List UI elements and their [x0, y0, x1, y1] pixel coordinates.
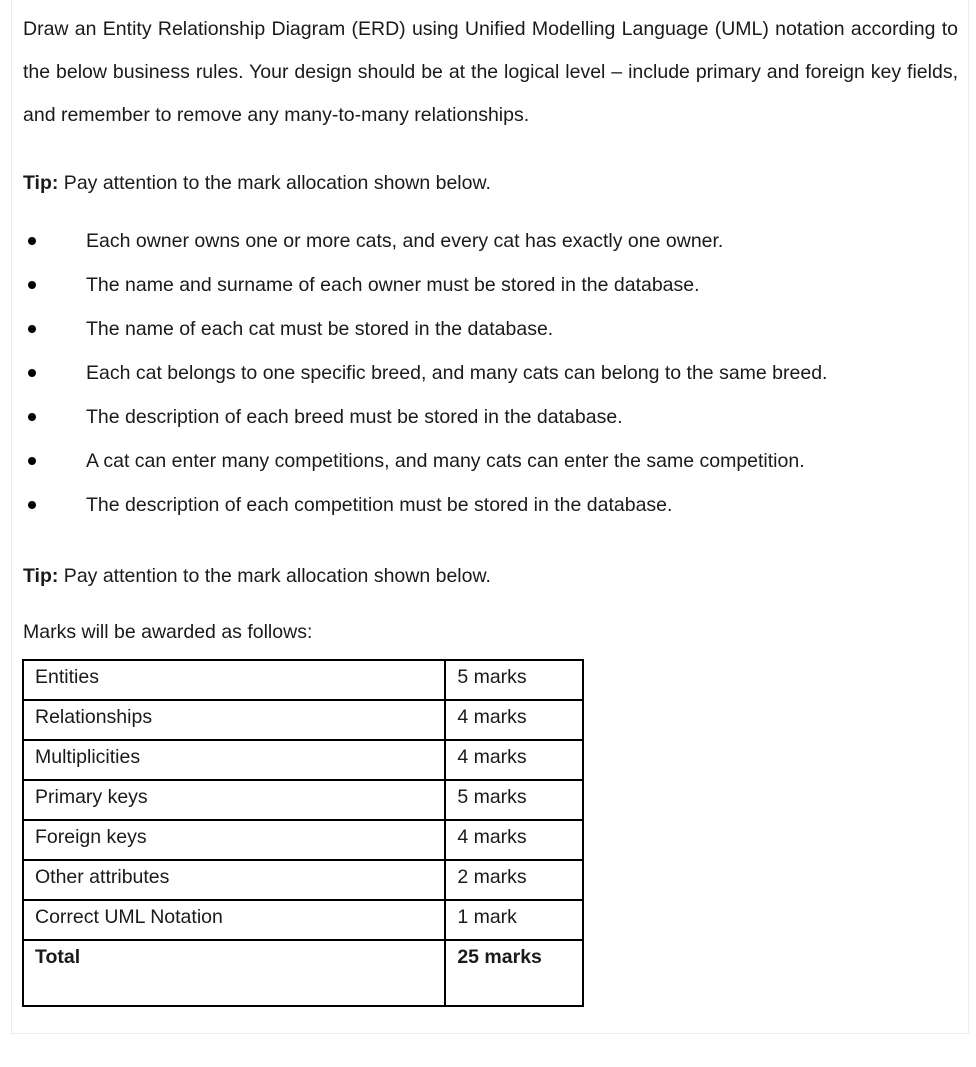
table-row — [23, 820, 583, 860]
marks-cell: 4 marks — [445, 740, 583, 780]
total-marks-cell: 25 marks — [445, 940, 583, 1006]
bullet-icon — [28, 237, 36, 245]
total-row — [23, 940, 583, 1006]
marks-cell: 5 marks — [445, 660, 583, 700]
criterion-cell: Foreign keys — [23, 820, 445, 860]
list-item — [23, 314, 958, 358]
tip-label: Tip: — [23, 565, 59, 587]
table-row — [23, 660, 583, 700]
bullet-icon — [28, 413, 36, 421]
table-row — [23, 860, 583, 900]
table-row — [23, 740, 583, 780]
marks-cell: 2 marks — [445, 860, 583, 900]
tip-note — [23, 171, 491, 195]
tip-text: Pay attention to the mark allocation shown below. — [58, 172, 491, 194]
list-item — [23, 358, 958, 402]
list-item — [23, 270, 958, 314]
bullet-icon — [28, 281, 36, 289]
bullet-icon — [28, 325, 36, 333]
list-item — [23, 490, 958, 534]
rule-text: The name of each cat must be stored in the database. — [86, 318, 554, 340]
tip-note — [23, 564, 491, 588]
rule-text: The description of each competition must be stored in the database. — [86, 494, 673, 516]
rule-text: The description of each breed must be stored in the database. — [86, 406, 623, 428]
list-item — [23, 226, 958, 270]
instructions-paragraph: Draw an Entity Relationship Diagram (ERD) using Unified Modelling Language (UML) notation according to the below business rules. Your design should be at the logical level – include primary and foreign key fields, and remember to remove any many-to-many relationships. — [23, 18, 958, 126]
bullet-icon — [28, 369, 36, 377]
criterion-cell: Primary keys — [23, 780, 445, 820]
rule-text: Each cat belongs to one specific breed, and many cats can belong to the same breed. — [86, 362, 828, 384]
tip-text: Pay attention to the mark allocation shown below. — [58, 565, 491, 587]
rule-text: The name and surname of each owner must be stored in the database. — [86, 274, 700, 296]
total-label-cell: Total — [23, 940, 445, 1006]
marks-caption: Marks will be awarded as follows: — [23, 621, 313, 643]
table-row — [23, 780, 583, 820]
marks-table — [22, 659, 584, 1007]
rule-text: Each owner owns one or more cats, and every cat has exactly one owner. — [86, 230, 724, 252]
marks-cell: 1 mark — [445, 900, 583, 940]
marks-cell: 4 marks — [445, 820, 583, 860]
list-item — [23, 446, 958, 490]
marks-cell: 5 marks — [445, 780, 583, 820]
marks-cell: 4 marks — [445, 700, 583, 740]
bullet-icon — [28, 457, 36, 465]
table-row — [23, 700, 583, 740]
list-item — [23, 402, 958, 446]
criterion-cell: Relationships — [23, 700, 445, 740]
criterion-cell: Multiplicities — [23, 740, 445, 780]
table-row — [23, 900, 583, 940]
business-rules-list — [23, 226, 958, 534]
criterion-cell: Correct UML Notation — [23, 900, 445, 940]
tip-label: Tip: — [23, 172, 59, 194]
rule-text: A cat can enter many competitions, and many cats can enter the same competition. — [86, 450, 805, 472]
criterion-cell: Entities — [23, 660, 445, 700]
bullet-icon — [28, 501, 36, 509]
criterion-cell: Other attributes — [23, 860, 445, 900]
